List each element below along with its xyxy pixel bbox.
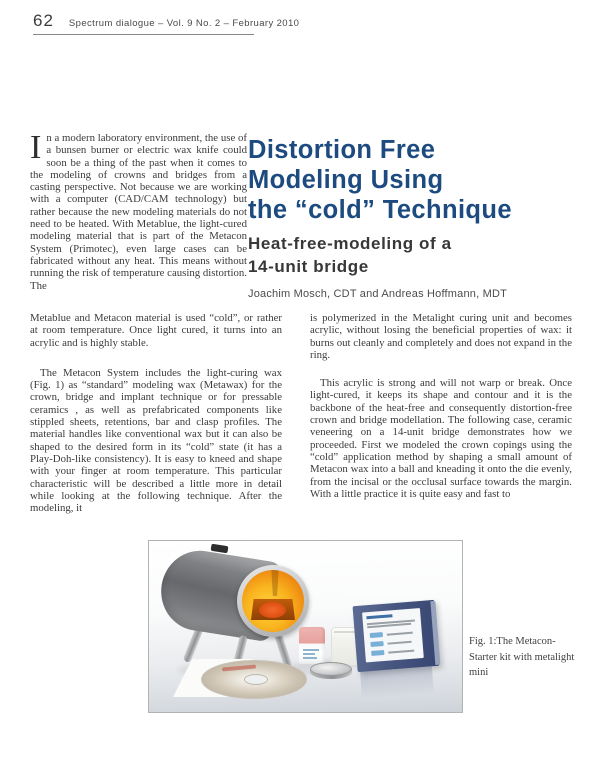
label-swatch-text xyxy=(387,641,411,644)
glowing-object xyxy=(259,602,286,618)
label-swatch-text xyxy=(388,650,414,654)
caption-line-2: Starter kit with metalight xyxy=(469,651,575,663)
title-line-3: the “cold” Technique xyxy=(248,196,512,224)
caption-line-1: Fig. 1:The Metacon- xyxy=(469,636,556,647)
title-line-1: Distortion Free xyxy=(248,136,436,164)
curing-unit-back-leg xyxy=(183,627,204,663)
article-title xyxy=(248,135,578,225)
pink-lid-jar xyxy=(299,627,325,664)
figure-caption xyxy=(469,634,589,681)
left-paragraph-2: The Metacon System includes the light-curing wax (Fig. 1) as “standard” modeling wax (Metawax) for the crown, bridge and implant technique or for pressable ceramics , as well as prefabricated components like stippled sheets, retentions, bar and clasp profiles. The material handles like conventional wax but it can also be shaped to the desired form in its “cold” state (it has a Play-Doh-like consistency). It is easy to kneed and shape with your finger at room temperature. This particular characteristic will be described a little more in detail while looking at the following technique. After the modeling, it xyxy=(30,366,282,515)
right-paragraph-2: This acrylic is strong and will not warp or break. Once light-cured, it keeps its shape and contour and it is the backbone of the heat-free and consequently distortion-free crown and bridge modellation. The following case, ceramic veneering on a 14-unit bridge demonstrates how we proceeded. First we modeled the crown copings using the “cold” application method by shaping a small amount of Metacon wax into a ball and kneading it onto the die evenly, from the incisal or the occlusal surface towards the margin. With a little practice it is quite easy and fast to xyxy=(310,377,572,500)
right-paragraph-1: is polymerized in the Metalight curing unit and becomes acrylic, without losing the beneficial properties of wax: it burns out cleanly and completely and does not expand in the ring. xyxy=(310,312,572,361)
title-line-2: Modeling Using xyxy=(248,166,444,194)
jar-label-lines xyxy=(303,649,321,659)
intro-text-top: n a modern laboratory environment, the use of a bunsen burner or electric wax knife could soon be a thing of the past when it comes to the modeling of crowns and bridges from a casting perspective. Not because we are working with a computer (CAD/CAM technology) but rather because the new modeling materials do not need to be heated. With Metablue, the light-cured modeling material that is part of the Metacon System (Primotec), even large cases can be fabricated without any heat. This means without running the risk of temperature causing distortion. The xyxy=(30,132,247,292)
label-header-bar xyxy=(366,614,392,619)
label-swatch-text xyxy=(387,632,413,636)
figure-photo xyxy=(148,540,463,713)
label-blue-swatch xyxy=(370,641,383,647)
blue-kit-box xyxy=(353,600,440,672)
article-subtitle xyxy=(248,232,578,278)
caption-line-3: mini xyxy=(469,667,489,678)
page-number: 62 xyxy=(33,11,54,30)
page-header xyxy=(33,11,553,31)
left-column xyxy=(30,312,282,514)
label-blue-swatch xyxy=(370,632,383,638)
label-blue-swatch xyxy=(371,650,384,656)
journal-info: Spectrum dialogue – Vol. 9 No. 2 – February 2010 xyxy=(68,18,300,29)
intro-paragraph-bottom: Metablue and Metacon material is used “cold”, or rather at room temperature. Once light cured, it turns into an acrylic and is highly stable. xyxy=(30,312,282,349)
blue-box-reflection xyxy=(360,667,434,700)
curing-unit-front-ring xyxy=(237,565,309,637)
curing-unit-amber-window xyxy=(242,570,304,632)
cd-center-hole xyxy=(244,674,268,685)
intro-paragraph-top xyxy=(30,129,247,292)
drop-cap: I xyxy=(30,129,42,166)
cd-label-mark xyxy=(222,665,256,672)
title-block xyxy=(248,135,578,300)
right-column xyxy=(310,312,572,500)
subtitle-line-2: 14-unit bridge xyxy=(248,257,369,276)
subtitle-line-1: Heat-free-modeling of a xyxy=(248,234,452,253)
header-rule xyxy=(33,34,254,35)
article-authors: Joachim Mosch, CDT and Andreas Hoffmann, MDT xyxy=(248,288,508,300)
metal-tin-lid xyxy=(310,662,352,676)
white-jar-lid-line xyxy=(334,631,355,633)
window-reflection xyxy=(262,570,288,596)
metal-tin xyxy=(310,662,352,680)
cd-disc xyxy=(201,660,307,699)
blue-box-label xyxy=(362,608,424,662)
